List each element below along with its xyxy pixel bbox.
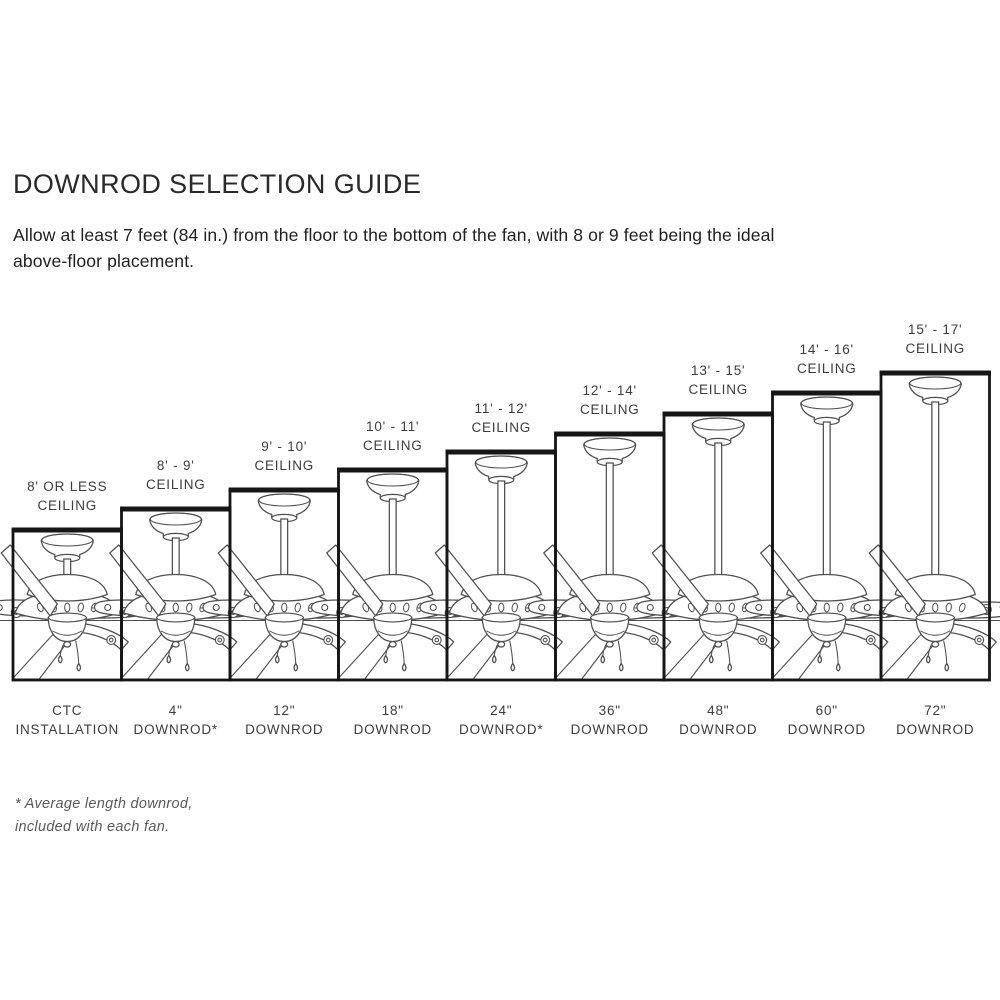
- ceiling-fan-illustration: [309, 474, 477, 679]
- ceiling-word: CEILING: [905, 341, 966, 356]
- ceiling-fan-illustration: [200, 494, 368, 679]
- intro-line-1: Allow at least 7 feet (84 in.) from the floor to the bottom of the fan, with 8 or 9 feet being the ideal: [13, 225, 775, 245]
- downrod-word: DOWNROD: [353, 722, 432, 737]
- downrod-word: DOWNROD: [787, 722, 866, 737]
- ceiling-range: 9' - 10': [261, 439, 308, 454]
- downrod-size: CTC: [52, 703, 83, 718]
- downrod-size: 12": [273, 703, 296, 718]
- downrod-size-label: [867, 701, 1000, 739]
- downrod-size: 36": [598, 703, 621, 718]
- ceiling-range: 14' - 16': [799, 342, 854, 357]
- downrod-word: DOWNROD: [679, 722, 758, 737]
- ceiling-word: CEILING: [471, 420, 532, 435]
- ceiling-range: 12' - 14': [582, 383, 637, 398]
- downrod-size: 60": [815, 703, 838, 718]
- downrod-word: DOWNROD*: [459, 722, 544, 737]
- page-title: DOWNROD SELECTION GUIDE: [13, 169, 422, 199]
- downrod-word: DOWNROD*: [133, 722, 218, 737]
- downrod-size: 48": [707, 703, 730, 718]
- footnote-line-1: * Average length downrod,: [15, 796, 193, 812]
- downrod-size: 4": [168, 703, 183, 718]
- downrod-word: DOWNROD: [245, 722, 324, 737]
- downrod-word: DOWNROD: [896, 722, 975, 737]
- ceiling-range: 11' - 12': [474, 401, 528, 416]
- ceiling-range: 15' - 17': [908, 322, 963, 337]
- ceiling-height-label: [867, 320, 1000, 358]
- downrod-size: 18": [381, 703, 404, 718]
- downrod-size: 72": [924, 703, 947, 718]
- ceiling-word: CEILING: [362, 438, 423, 453]
- ceiling-range: 8' - 9': [156, 458, 195, 473]
- ceiling-word: CEILING: [145, 477, 206, 492]
- ceiling-range: 10' - 11': [366, 419, 420, 434]
- downrod-word: DOWNROD: [570, 722, 649, 737]
- footnote-line-2: included with each fan.: [15, 818, 170, 835]
- footnote: [15, 793, 193, 838]
- ceiling-word: CEILING: [688, 382, 749, 397]
- downrod-size: 24": [490, 703, 513, 718]
- ceiling-word: CEILING: [37, 498, 98, 513]
- ceiling-range: 13' - 15': [691, 363, 746, 378]
- downrod-word: INSTALLATION: [15, 722, 120, 737]
- intro-line-2: above-floor placement.: [13, 251, 195, 271]
- ceiling-range: 8' OR LESS: [27, 479, 108, 494]
- ceiling-word: CEILING: [579, 402, 640, 417]
- ceiling-fan-illustration: [92, 513, 260, 679]
- ceiling-word: CEILING: [796, 361, 857, 376]
- ceiling-word: CEILING: [254, 458, 315, 473]
